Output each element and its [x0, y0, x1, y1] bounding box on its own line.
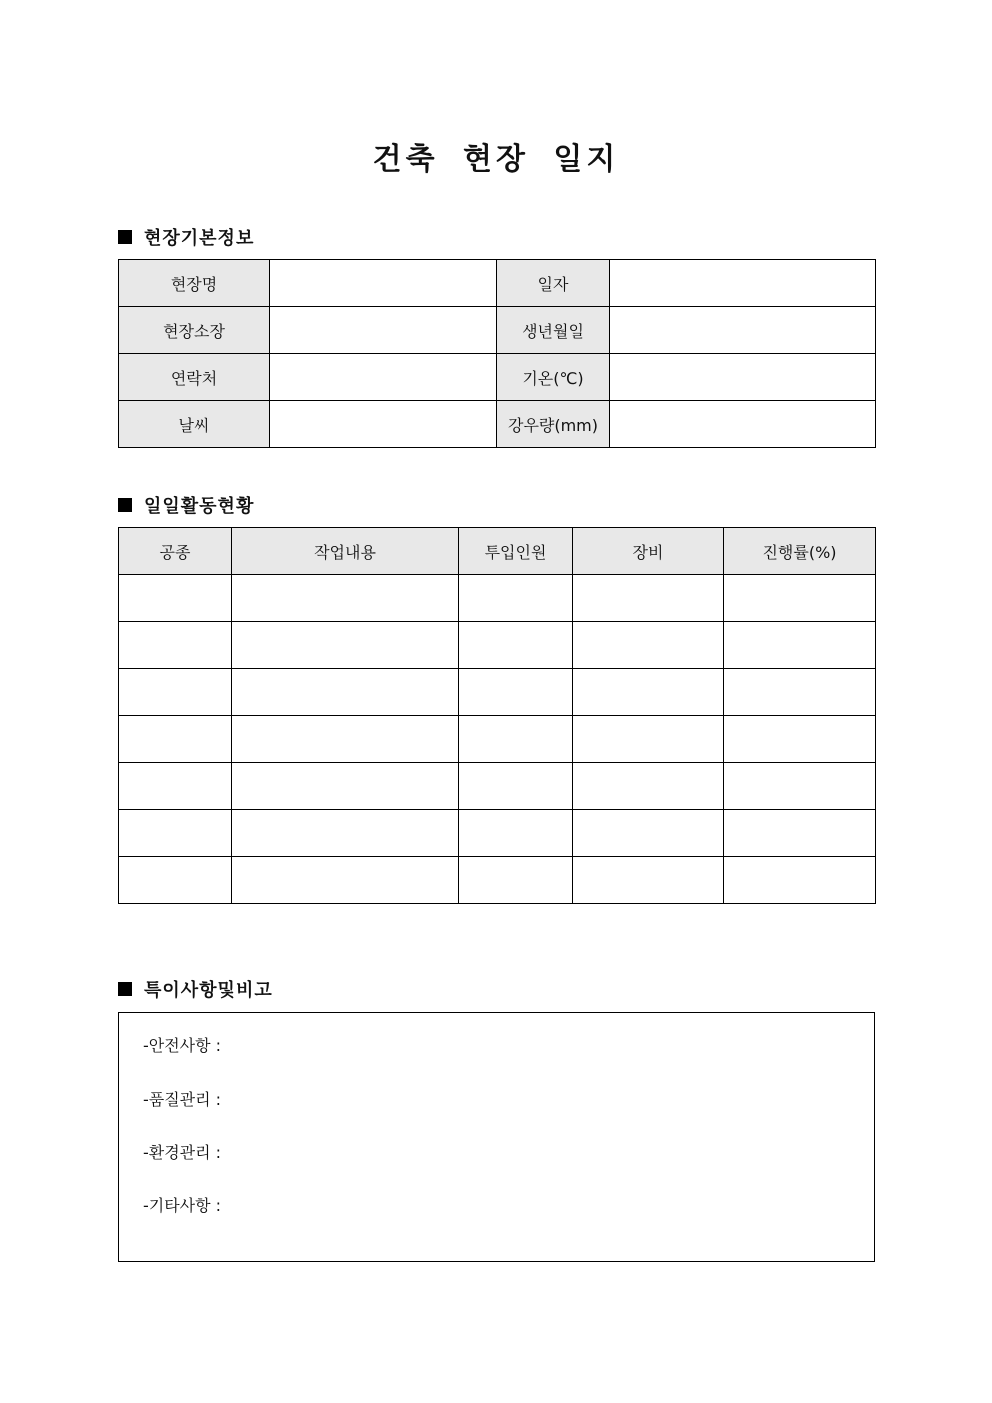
- table-cell[interactable]: [573, 763, 724, 810]
- field-label: 강우량(mm): [497, 401, 610, 448]
- square-bullet-icon: [118, 982, 132, 996]
- remark-safety: -안전사항 :: [143, 1036, 222, 1055]
- table-cell[interactable]: [459, 810, 573, 857]
- site-info-table: [118, 259, 876, 448]
- table-cell[interactable]: [119, 857, 232, 904]
- table-cell[interactable]: [573, 716, 724, 763]
- table-cell[interactable]: [459, 763, 573, 810]
- table-cell[interactable]: [724, 810, 876, 857]
- column-header-equipment: 장비: [573, 528, 724, 575]
- table-row: [119, 354, 876, 401]
- document-title: 건축 현장 일지: [372, 142, 620, 177]
- field-label: 현장명: [119, 260, 270, 307]
- section-heading-site-info: [118, 224, 254, 250]
- remark-other: -기타사항 :: [143, 1196, 222, 1215]
- field-label: 일자: [497, 260, 610, 307]
- table-cell[interactable]: [459, 857, 573, 904]
- table-row: [119, 575, 876, 622]
- section-heading-label: 일일활동현황: [144, 496, 255, 517]
- daily-activity-table: [118, 527, 876, 904]
- field-label: 날씨: [119, 401, 270, 448]
- contact-field[interactable]: [270, 354, 497, 401]
- table-cell[interactable]: [232, 622, 459, 669]
- section-heading-remarks: [118, 976, 273, 1002]
- section-heading-daily-activity: [118, 492, 254, 518]
- column-header-progress: 진행률(%): [724, 528, 876, 575]
- remark-quality: -품질관리 :: [143, 1090, 222, 1109]
- table-cell[interactable]: [573, 810, 724, 857]
- temperature-field[interactable]: [610, 354, 876, 401]
- table-cell[interactable]: [119, 669, 232, 716]
- table-cell[interactable]: [724, 857, 876, 904]
- table-cell[interactable]: [232, 857, 459, 904]
- rainfall-field[interactable]: [610, 401, 876, 448]
- table-cell[interactable]: [459, 669, 573, 716]
- square-bullet-icon: [118, 498, 132, 512]
- table-cell[interactable]: [724, 716, 876, 763]
- table-cell[interactable]: [459, 575, 573, 622]
- table-cell[interactable]: [119, 575, 232, 622]
- square-bullet-icon: [118, 230, 132, 244]
- table-cell[interactable]: [232, 575, 459, 622]
- site-manager-field[interactable]: [270, 307, 497, 354]
- table-cell[interactable]: [573, 622, 724, 669]
- table-cell[interactable]: [232, 810, 459, 857]
- field-label: 생년월일: [497, 307, 610, 354]
- table-row: [119, 857, 876, 904]
- table-cell[interactable]: [119, 716, 232, 763]
- table-cell[interactable]: [232, 669, 459, 716]
- table-cell[interactable]: [724, 622, 876, 669]
- table-row: [119, 810, 876, 857]
- table-cell[interactable]: [573, 857, 724, 904]
- table-cell[interactable]: [573, 669, 724, 716]
- table-cell[interactable]: [119, 763, 232, 810]
- site-name-field[interactable]: [270, 260, 497, 307]
- table-cell[interactable]: [459, 716, 573, 763]
- field-label: 연락처: [119, 354, 270, 401]
- field-label: 현장소장: [119, 307, 270, 354]
- table-row: [119, 669, 876, 716]
- section-heading-label: 특이사항및비고: [144, 980, 273, 1001]
- remarks-box[interactable]: [118, 1012, 875, 1262]
- column-header-personnel: 투입인원: [459, 528, 573, 575]
- table-row: [119, 622, 876, 669]
- table-row: [119, 307, 876, 354]
- table-row: [119, 401, 876, 448]
- column-header-work-type: 공종: [119, 528, 232, 575]
- table-header-row: [119, 528, 876, 575]
- section-heading-label: 현장기본정보: [144, 228, 255, 249]
- table-cell[interactable]: [232, 763, 459, 810]
- table-cell[interactable]: [119, 810, 232, 857]
- table-row: [119, 260, 876, 307]
- table-cell[interactable]: [459, 622, 573, 669]
- table-cell[interactable]: [724, 763, 876, 810]
- remark-environment: -환경관리 :: [143, 1143, 222, 1162]
- table-row: [119, 716, 876, 763]
- table-row: [119, 763, 876, 810]
- table-cell[interactable]: [573, 575, 724, 622]
- table-cell[interactable]: [724, 575, 876, 622]
- field-label: 기온(℃): [497, 354, 610, 401]
- column-header-work-content: 작업내용: [232, 528, 459, 575]
- table-cell[interactable]: [119, 622, 232, 669]
- weather-field[interactable]: [270, 401, 497, 448]
- table-cell[interactable]: [724, 669, 876, 716]
- date-field[interactable]: [610, 260, 876, 307]
- table-cell[interactable]: [232, 716, 459, 763]
- birthdate-field[interactable]: [610, 307, 876, 354]
